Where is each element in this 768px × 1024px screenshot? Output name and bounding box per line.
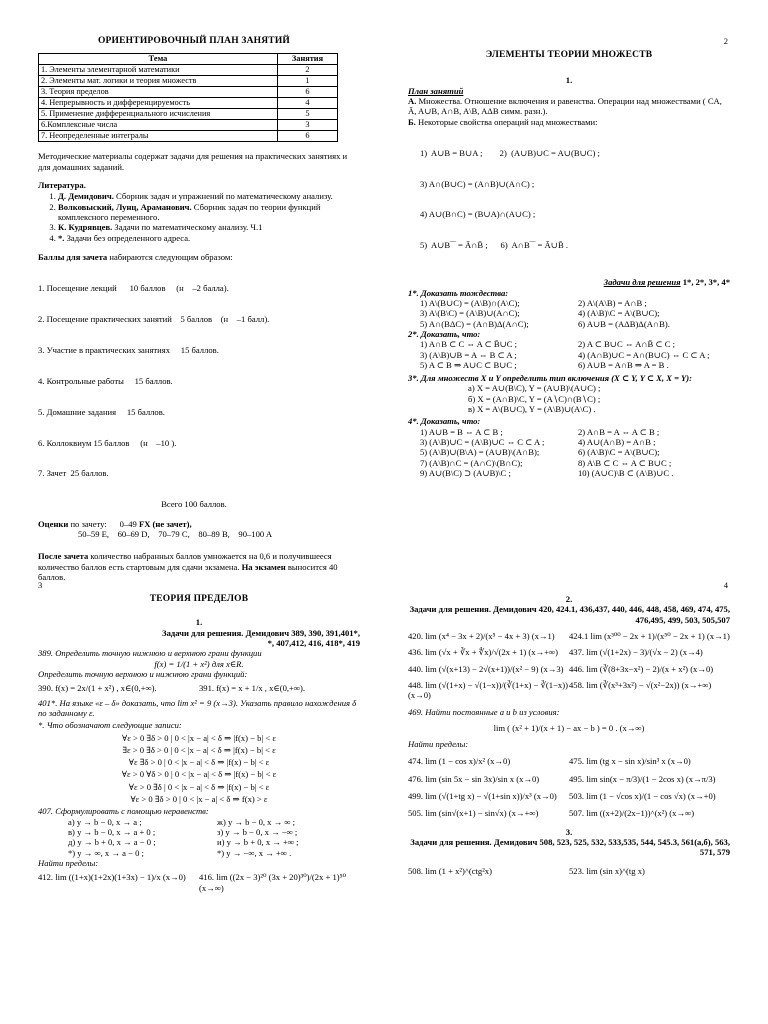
list-item: 5) (A\B)∪(B\A) = (A∪B)\(A∩B); [420, 447, 540, 458]
list-item: 10) (A∪C)\B ⊂ (A\B)∪C . [578, 467, 674, 478]
lit-title: Задачи по математическому анализу. Ч.1 [112, 222, 263, 233]
exam-heading: На экзамен [241, 561, 286, 572]
section-number: 1. [565, 75, 573, 86]
cell-topic: 3. Теория пределов [39, 87, 278, 98]
tasks-line: Задачи для решения. Демидович 389, 390, 391,401*, *, 407,412, 416, 418*, 419 [162, 627, 360, 649]
tasks-heading: Задачи для решения [603, 277, 681, 288]
limits-title: ТЕОРИЯ ПРЕДЕЛОВ [149, 594, 249, 604]
task-412: 412. lim ((1+x)(1+2x)(1+3x) − 1)/x (x→0) [38, 872, 186, 883]
task-448: 448. lim (√(1+x) − √(1−x))/(∛(1+x) − ∛(1−x)) (x→0) [408, 679, 568, 701]
cell-topic: 2. Элементы мат. логики и теория множеств [39, 76, 278, 87]
list-item: ж) y → b − 0, x → ∞ ; [217, 816, 296, 827]
plan-b-text: Некоторые свойства операций над множествами: [415, 116, 598, 127]
tasks-line: Задачи для решения. Демидович 508, 523, 525, 532, 533,535, 544, 545.3, 561(а,б), 563, 571, 579 [410, 837, 730, 858]
plan-b [408, 117, 730, 127]
task-401: 401*. На языке «ε – δ» доказать, что lim x² = 9 (x→3). Указать правило нахождения δ по заданному ε. [38, 697, 357, 718]
grades-line [38, 519, 350, 529]
tasks-line: Задачи для решения. Демидович 420, 424.1, 436,437, 440, 446, 448, 458, 469, 474, 475, 476,495, 499, 503, 505,507 [409, 604, 730, 625]
find-limits: Найти пределы: [38, 857, 99, 868]
grades-text: по зачету: 0–49 [68, 518, 139, 529]
limit-row [408, 756, 730, 766]
literature-list [38, 191, 350, 243]
task-474: 474. lim (1 − cos x)/x² (x→0) [408, 756, 511, 767]
cell-lessons: 5 [278, 109, 338, 120]
list-item: 6. Коллоквиум 15 баллов (н –10 ). [38, 437, 177, 448]
lit-author: *. [58, 232, 65, 243]
list-item [58, 191, 350, 201]
list-item [58, 233, 350, 243]
list-item: б) X = (A∩B)\C, Y = (A∖C)∩(B∖C) ; [468, 393, 601, 404]
task-446: 446. lim (∛(8+3x−x²) − 2)/(x + x²) (x→0) [569, 663, 714, 674]
limit-row [408, 774, 730, 784]
task-469: 469. Найти постоянные a и b из условия: [408, 706, 560, 717]
task-3-items [408, 383, 730, 414]
limit-row [408, 866, 730, 876]
plan-a [408, 96, 730, 117]
task-407: 407. Сформулировать с помощью неравенств: [38, 806, 209, 817]
task-407-items [38, 817, 360, 858]
task-469-formula: lim ( (x² + 1)/(x + 1) − ax − b ) = 0 . (x→∞) [493, 722, 645, 733]
list-item [58, 222, 350, 232]
list-item: *) y → −∞, x → +∞ . [217, 847, 292, 858]
cell-lessons: 2 [278, 65, 338, 76]
list-item: в) y → b − 0, x → a + 0 ; [68, 827, 156, 838]
lit-title: Сборник задач по теории функций комплексного переменного. [58, 201, 321, 222]
list-item: 1) A\(B∪C) = (A\B)∩(A\C); [420, 297, 520, 308]
task-507: 507. lim ((x+2)/(2x−1))^(x²) (x→∞) [569, 808, 695, 819]
cell-lessons: 3 [278, 120, 338, 131]
find-limits: Найти пределы: [408, 739, 469, 750]
quantifier-list [38, 733, 360, 805]
list-item: 9) A∪(B\C) ⊃ (A∪B)\C ; [420, 467, 511, 478]
task-1: 1*. Доказать тождества: [408, 287, 509, 298]
task-458: 458. lim (∛(x³+3x²) − √(x²−2x)) (x→+∞) [569, 679, 712, 690]
list-item: 3) (A\B)∪C = (A\B)∪C ⇔ C ⊂ A ; [420, 437, 545, 448]
list-item: 7) (A\B)∩C = (A∩C)\(B∩C); [420, 457, 523, 468]
set-properties [408, 127, 730, 271]
table-row [39, 76, 338, 87]
list-item: 8) A\B ⊂ C ⇔ A ⊂ B∪C ; [578, 457, 672, 468]
limit-row [408, 664, 730, 674]
method-note: Методические материалы содержат задачи для решения на практических занятиях и для домашних заданий. [38, 151, 348, 172]
task-475: 475. lim (tg x − sin x)/sin³ x (x→0) [569, 756, 691, 767]
sets-title: ЭЛЕМЕНТЫ ТЕОРИИ МНОЖЕСТВ [485, 50, 653, 60]
task-2: 2*. Доказать, что: [408, 328, 481, 339]
list-item: 4) A∪(A∩B) = A∩B ; [578, 437, 656, 448]
list-item: *) y → ∞, x → a − 0 ; [68, 847, 144, 858]
plan-title: ОРИЕНТИРОВОЧНЫЙ ПЛАН ЗАНЯТИЙ [97, 36, 291, 46]
cell-topic: 4. Непрерывность и дифференцируемость [39, 98, 278, 109]
task-star: *. Что обозначают следующие записи: [38, 720, 182, 731]
list-item: ∀ε > 0 ∃δ > 0 | 0 < |x − a| < δ ⇒ |f(x) − b| < ε [122, 732, 276, 743]
task-436: 436. lim (√x + ∛x + ∜x)/√(2x + 1) (x→+∞) [408, 647, 558, 658]
page-4 [408, 576, 730, 1024]
list-item: ∃ε > 0 ∃δ > 0 | 0 < |x − a| < δ ⇒ |f(x) − b| < ε [122, 744, 276, 755]
lit-title: Сборник задач и упражнений по математическому анализу. [113, 191, 333, 202]
list-item: в) X = A\(B∪C), Y = (A\B)∪(A\C) . [468, 404, 596, 415]
task-424-1: 424.1 lim (x³⁰⁰ − 2x + 1)/(x⁵⁰ − 2x + 1) (x→1) [569, 630, 730, 641]
lit-title: Задачи без определенного адреса. [64, 232, 191, 243]
task-4-items [408, 427, 730, 479]
cell-lessons: 6 [278, 131, 338, 142]
score-intro-text: набираются следующим образом: [107, 251, 233, 262]
task-391: 391. f(x) = x + 1/x , x∈(0,+∞). [199, 683, 306, 694]
list-item: 3) (A\B)∪B = A ⇔ B ⊂ A ; [420, 349, 517, 360]
section-number: 1. [195, 617, 203, 628]
list-item: 1) A∪B = B ⇔ A ⊂ B ; [420, 426, 503, 437]
page-2 [408, 36, 730, 516]
plan-a-label: А. [408, 96, 417, 107]
task-499: 499. lim (√(1+tg x) − √(1+sin x))/x³ (x→0) [408, 791, 557, 802]
task-390: 390. f(x) = 2x/(1 + x²) , x∈(0,+∞). [38, 683, 157, 694]
cell-topic: 5. Применение дифференциального исчисления [39, 109, 278, 120]
limit-row [408, 631, 730, 641]
tasks-412-416 [38, 872, 360, 893]
task-4: 4*. Доказать, что: [408, 416, 481, 427]
list-item: ∀ε > 0 ∀δ > 0 | 0 < |x − a| < δ ⇒ |f(x) − b| < ε [121, 769, 277, 780]
list-item: 5) A∩(BΔC) = (A∩B)Δ(A∩C); [420, 318, 529, 329]
list-item: и) y → b + 0, x → +∞ ; [217, 837, 299, 848]
section-number: 2. [565, 594, 573, 604]
list-item: 4. Контрольные работы 15 баллов. [38, 375, 173, 386]
table-row [39, 65, 338, 76]
cell-topic: 1. Элементы элементарной математики [39, 65, 278, 76]
score-list [38, 262, 350, 499]
list-item: 5) A∪B‾‾ = Ā∩B̄ ; 6) A∩B‾‾ = Ā∪B̄ . [420, 240, 568, 251]
lit-author: Д. Демидович. [58, 191, 114, 202]
task-389-formula: f(x) = 1/(1 + x²) для x∈R. [154, 658, 244, 669]
list-item: а) y → b − 0, x → a ; [68, 816, 142, 827]
total-score: Всего 100 баллов. [161, 499, 227, 510]
grades-scale: 50–59 E, 60–69 D, 70–79 C, 80–89 B, 90–100 A [78, 529, 273, 540]
tasks-390-391 [38, 683, 360, 693]
task-440: 440. lim (√(x+13) − 2√(x+1))/(x² − 9) (x→3) [408, 663, 564, 674]
task-437: 437. lim (√(1+2x) − 3)/(√x − 2) (x→4) [569, 647, 703, 658]
page-number: 3 [38, 580, 43, 590]
task-508: 508. lim (1 + x²)^(ctg²x) [408, 865, 492, 876]
list-item: 6) (A\B)\C = A\(B∪C); [578, 447, 660, 458]
limit-row [408, 791, 730, 801]
cell-topic: 6.Комплексные числа [39, 120, 278, 131]
page-3 [38, 576, 360, 1024]
col-lessons: Занятия [278, 54, 338, 65]
list-item: 4) A∪(B∩C) = (B∪A)∩(A∪C) ; [420, 209, 536, 220]
task-420: 420. lim (x⁴ − 3x + 2)/(x⁵ − 4x + 3) (x→1) [408, 630, 555, 641]
list-item: 1) A∩B ⊂ C ⇔ A ⊂ B̄∪C ; [420, 339, 518, 350]
plan-a-text: Множества. Отношение включения и равенства. Операции над множествами ( CA, Ā, A∪B, A∩B, A\B, AΔB симм. разн.). [408, 96, 722, 117]
task-503: 503. lim (1 − √cos x)/(1 − cos √x) (x→+0) [569, 791, 716, 802]
score-intro [38, 252, 350, 262]
task-416: 416. lim ((2x − 3)²⁰ (3x + 20)³⁰)/(2x + 1)⁵⁰ (x→∞) [199, 872, 347, 893]
task-505: 505. lim (sin√(x+1) − sin√x) (x→+∞) [408, 808, 539, 819]
table-row [39, 98, 338, 109]
task-495: 495. lim sin(x − π/3)/(1 − 2cos x) (x→π/3) [569, 773, 716, 784]
grades-fx: FX (не зачет), [138, 518, 192, 529]
cell-lessons: 4 [278, 98, 338, 109]
limit-row [408, 808, 730, 818]
limits-block-1 [408, 631, 730, 701]
plan-heading: План занятий [408, 85, 464, 96]
table-row [39, 87, 338, 98]
list-item: ∀ε ∃δ > 0 | 0 < |x − a| < δ ⇒ |f(x) − b| < ε [128, 757, 270, 768]
list-item: д) y → b + 0, x → a − 0 ; [68, 837, 156, 848]
list-item: 1) A∪B = B∪A ; 2) (A∪B)∪C = A∪(B∪C) ; [420, 147, 600, 158]
cell-lessons: 6 [278, 87, 338, 98]
task-476: 476. lim (sin 5x − sin 3x)/sin x (x→0) [408, 773, 540, 784]
list-item: 3) A\(B\C) = (A\B)∪(A∩C); [420, 308, 520, 319]
limit-row [408, 680, 730, 701]
list-item: 3. Участие в практических занятиях 15 баллов. [38, 344, 219, 355]
score-heading: Баллы для зачета [38, 251, 108, 262]
literature-heading: Литература. [38, 180, 86, 191]
col-topic: Тема [39, 54, 278, 65]
define-text: Определить точную верхнюю и нижнюю грани функций: [38, 668, 248, 679]
list-item: ∀ε > 0 ∃δ | 0 < |x − a| < δ ⇒ |f(x) − b| < ε [128, 781, 270, 792]
list-item: з) y → b − 0, x → −∞ ; [217, 827, 298, 838]
table-row [39, 120, 338, 131]
list-item: 2. Посещение практических занятий 5 баллов (н –1 балл). [38, 313, 270, 324]
list-item: 3) A∩(B∪C) = (A∩B)∪(A∩C) ; [420, 178, 535, 189]
task-523: 523. lim (sin x)^(tg x) [569, 865, 645, 876]
after-test-text: количество набранных баллов умножается на 0,6 и получившееся количество баллов есть стартовым для сдачи экзамена. [38, 551, 332, 572]
section-number: 3. [565, 826, 573, 837]
list-item: 5. Домашние задания 15 баллов. [38, 406, 165, 417]
task-3: 3*. Для множеств X и Y определить тип включения (X ⊂ Y, Y ⊂ X, X = Y): [408, 373, 692, 384]
list-item: 4) (A∩B)∪C = A∩(B∪C) ⇔ C ⊂ A ; [578, 349, 710, 360]
plan-table [38, 53, 338, 142]
list-item: а) X = A∪(B\C), Y = (A∪B)\(A∪C) ; [468, 383, 601, 394]
cell-lessons: 1 [278, 76, 338, 87]
exam-text: выносится 40 баллов. [38, 561, 338, 582]
list-item: 2) A∩B = A ⇔ A ⊂ B ; [578, 426, 660, 437]
task-389: 389. Определить точную нижнюю и верхнюю грани функции [38, 648, 262, 659]
lit-author: Волковыский, Лунц, Араманович. [58, 201, 192, 212]
plan-b-label: Б. [408, 116, 416, 127]
limit-row [408, 647, 730, 657]
grades-heading: Оценки [38, 518, 69, 529]
limits-block-2 [408, 756, 730, 818]
lit-author: К. Кудрявцев. [58, 222, 113, 233]
task-2-items [408, 339, 730, 370]
tasks-line [408, 277, 730, 287]
list-item: 6) A∪B = (AΔB)Δ(A∩B). [578, 318, 670, 329]
list-item: 1. Посещение лекций 10 баллов (н –2 балла). [38, 282, 229, 293]
list-item [58, 202, 350, 223]
list-item: ∀ε > 0 ∃δ > 0 | 0 < |x − a| < δ ⇒ f(x) > ε [130, 794, 268, 805]
list-item: 2) A\(A\B) = A∩B ; [578, 297, 647, 308]
table-row [39, 131, 338, 142]
list-item: 4) (A\B)\C = A\(B∪C); [578, 308, 660, 319]
list-item: 7. Зачет 25 баллов. [38, 468, 109, 479]
task-1-items [408, 298, 730, 329]
after-test-heading: После зачета [38, 551, 89, 562]
list-item: 2) A ⊂ B∪C ⇔ A∩B̄ ⊂ C ; [578, 339, 676, 350]
page-number: 4 [723, 580, 728, 590]
tasks-list: 1*, 2*, 3*, 4* [680, 277, 730, 288]
page-number: 2 [723, 36, 728, 46]
list-item: 6) A∪B = A∩B ⇒ A = B . [578, 359, 669, 370]
table-row [39, 109, 338, 120]
cell-topic: 7. Неопределенные интегралы [39, 131, 278, 142]
list-item: 5) A ⊂ B ⇒ A∪C ⊂ B∪C ; [420, 359, 517, 370]
plan-table-header [39, 54, 338, 65]
page-1 [38, 36, 350, 582]
